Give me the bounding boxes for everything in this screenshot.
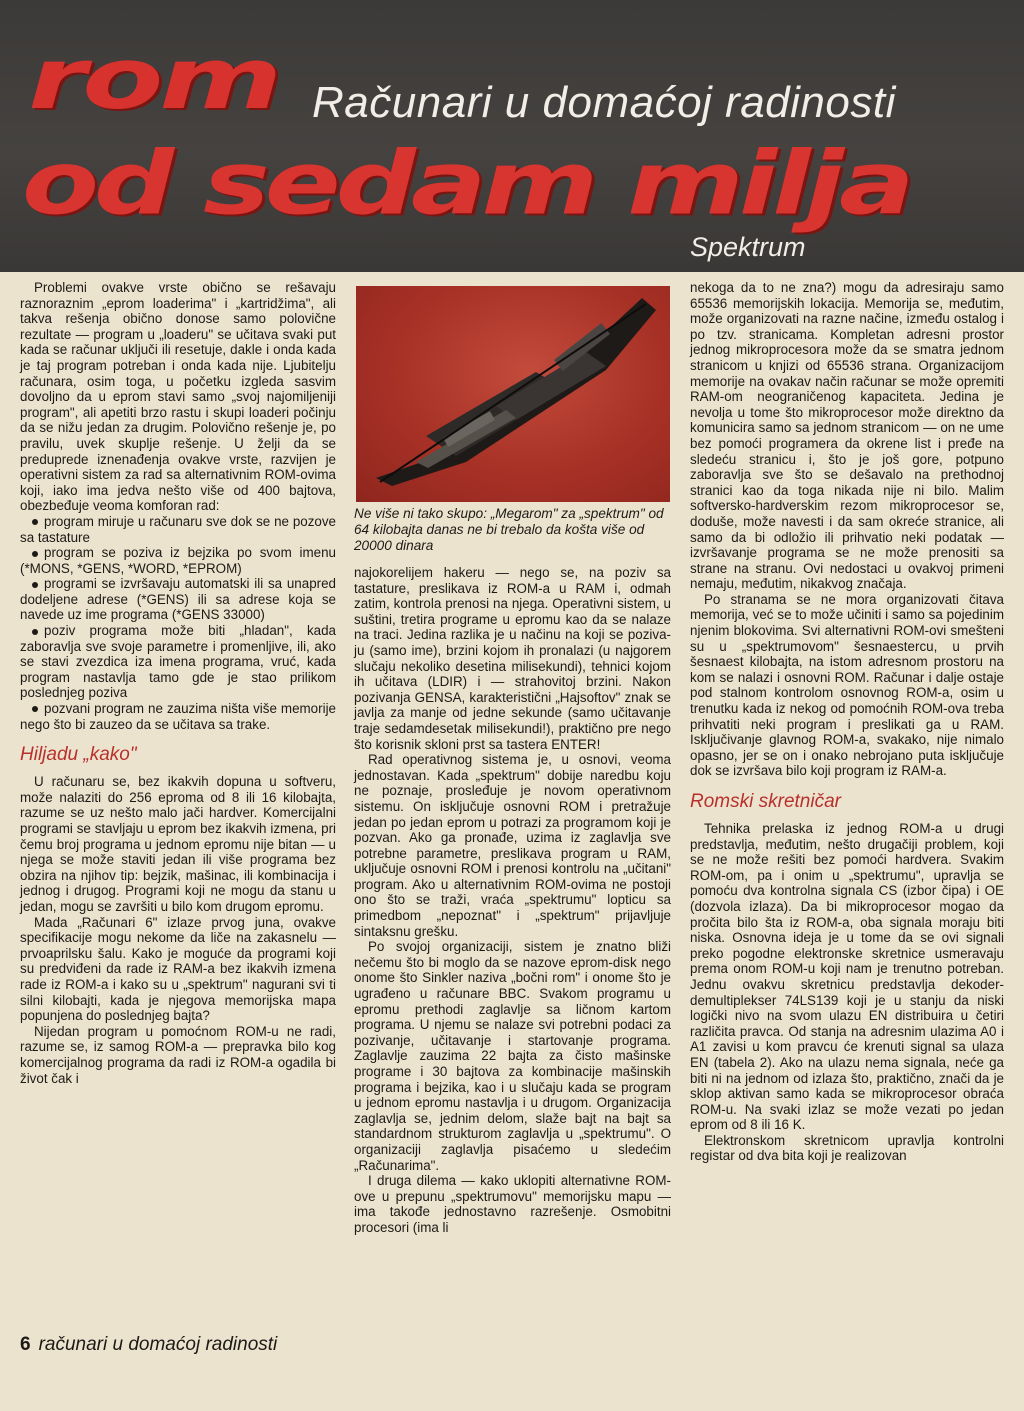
list-item <box>20 701 336 732</box>
megarom-board-image <box>356 286 670 502</box>
paragraph: Rad operativnog sistema je, u osnovi, veoma jednostavan. Kada „spektrum" dobije naredbu koju ne poznaje, prosleđuje je novom operativnom sistemu. On isključuje osnovni ROM i pretražuje jedan po jedan eprom u potrazi za programom koji je pozvan. Ako ga pronađe, uzima iz zaglavlja sve potrebne parametre, preslikava program u RAM, uključuje osnovni ROM i prenosi kontrolu na „učitani" program. Ako u alternativnim ROM-ovima ne postoji ono što se traži, vraća „spektrumu" lopticu sa primedbom „nepoznat" i „spektrum" prijavljuje sintaksnu grešku. <box>354 752 671 939</box>
list-item-text: program se poziva iz bejzika po svom imenu (*MONS, *GENS, *WORD, *EPROM) <box>20 545 336 576</box>
title-banner <box>0 0 1024 272</box>
page-number: 6 <box>20 1334 31 1355</box>
list-item <box>20 623 336 701</box>
subheading: Hiljadu „kako" <box>20 744 137 766</box>
bullet-icon <box>32 519 38 525</box>
paragraph: nekoga da to ne zna?) mogu da adresiraju samo 65536 memorijskih lokacija. Memorija se, međutim, može organizovati na razne načine, između ostalog i po tzv. stranicama. Kompletan adresni prostor jednog mikroprocesora može da se smatra jednom stranicom u knjizi od 65536 strana. Organizacijom memorije na ovakav način računar se može opremiti RAM-om neograničenog kapaciteta. Jedina je nevolja u tome što mikroprocesor može direktno da komunicira samo sa jednom stranicom — on ne ume bez pomoći programera da okrene list i pređe na sledeću stranicu i, što je još gore, potpuno zaboravlja sve što se dešavalo na prethodnoj stranici kao da toga nikada nije ni bilo. Malim softversko-hardverskim rezom mikroprocesor se, doduše, može navesti i da sam okreće stranice, ali samo da bi odložio ili prihvatio neki podatak — izvršavanje programa se ne može prenositi sa strane na stranu. Ovi nedostaci u ovakvoj primeni nemaju, međutim, nikakvog značaja. <box>690 280 1004 592</box>
bullet-icon <box>32 706 38 712</box>
bullet-icon <box>32 551 38 557</box>
list-item-text: programi se izvršavaju automatski ili sa unapred dodeljene adrese (*GENS) ili sa adrese koja se navede uz ime programa (*GENS 33000) <box>20 576 336 623</box>
paragraph: I druga dilema — kako uklopiti alternativne ROM-ove u prepunu „spektrumovu" memorijsku mapu — ima takođe jednostavno razrešenje. Osmobitni procesori (ima li <box>354 1173 671 1235</box>
paragraph: Po stranama se ne mora organizovati čitava memorija, već se to može učiniti i samo sa pojedinim njenim blokovima. Svi alternativni ROM-ovi smešteni su u „spektrumovom" šesnaestercu, u prvih šesnaest kilobajta, na istom adresnom prostoru na kom se nalazi i osnovni ROM. Računar i dalje ostaje pod stalnom kontrolom osnovnog ROM-a, osim u trenutku kada iz nekog od pomoćnih ROM-ova treba prihvatiti neki program i preslikati ga u RAM. Isključivanje glavnog ROM-a, svakako, nije nimalo opasno, jer se on i onako nebrojano puta isključuje dok se izvršava bilo koji program iz RAM-a. <box>690 591 1004 779</box>
bullet-icon <box>32 582 38 588</box>
paragraph: Tehnika prelaska iz jednog ROM-a u drugi predstavlja, međutim, nešto drugačiji problem, koji se ne može rešiti bez pomoći hardvera. Svakim ROM-om, pa i onim u „spektrumu", upravlja se pomoću dva kontrolna signala CS (izbor čipa) i OE (dozvola izlaza). Da bi mikroprocesor mogao da pročita bilo šta iz ROM-a, oba signala moraju biti niska. Osnovna ideja je u tome da se ovi signali preko pogodne elektronske skretnice usmeravaju prema onom ROM-u koji nam je trenutno potreban. Jednu ovakvu skretnicu predstavlja dekoder-demultiplekser 74LS139 koji je u stanju da niski logički nivo na svom ulazu EN distribuira u četiri različita pravca. Od stanja na adresnim ulazima A0 i A1 zavisi u kom pravcu će krenuti signal sa ulaza EN (tabela 2). Ako na ulazu nema signala, neće ga biti ni na jednom od izlaza što, praktično, znači da je sklop aktivan samo kada se mikroprocesor obraća ROM-u. Na svaki izlaz se može vezati po jedan eprom od 8 ili 16 K. <box>690 821 1004 1133</box>
bullet-icon <box>32 629 38 635</box>
list-item <box>20 576 336 623</box>
list-item-text: pozvani program ne zauzima ništa više memorije nego što bi zauzeo da se učitava sa trake. <box>20 701 336 732</box>
column-3 <box>690 280 1004 1164</box>
paragraph: U računaru se, bez ikakvih dopuna u softveru, može nalaziti do 256 eproma od 8 ili 16 kilobajta, razume se uz nešto malo jači hardver. Komercijalni programi se stavljaju u eprom bez ikakvih izmena, pri čemu broj programa u jednom epromu nije bitan — u njega se može staviti jedan ili više programa bez obzira na njihov tip: bejzik, mašinac, ili kombinacija i jednog i drugog. Programi koji ne mogu da stanu u jedan, mogu se završiti u bilo kom drugom epromu. <box>20 774 336 914</box>
column-2 <box>354 565 671 1236</box>
list-item-text: poziv programa može biti „hladan", kada zaboravlja sve svoje parametre i promenljive, ili, ako se stavi zvezdica iza imena programa, vruć, kada program nastavlja tamo gde je stao prilikom poslednjeg poziva <box>20 623 336 701</box>
subheading: Romski skretničar <box>690 791 841 812</box>
article-headline: od sedam milja <box>22 132 910 235</box>
paragraph: najokorelijem hakeru — nego se, na poziv sa tastature, preslikava iz ROM-a u RAM i, odmah zatim, kontrola prenosi na njega. Operativni sistem, u suštini, tretira programe u epromu kao da se nalaze na traci. Jedina razlika je u načinu na koji se poziva-ju (samo ime), brzini kojom ih pronalazi (u najgorem slučaju nekoliko desetina milisekundi), tehnici kojom ih učitava (LDIR) i — strahovitoj brzini. Nakon pozivanja GENSA, karakteristični „Hajsoftov" znak se javlja za manje od jedne sekunde (samo učitavanje traje sedamdesetak milisekundi!), praktično pre nego što korisnik skloni prst sa tastera ENTER! <box>354 565 671 752</box>
photo-caption: Ne više ni tako skupo: „Megarom" za „spektrum" od 64 kilobajta danas ne bi trebalo da košta više od 20000 dinara <box>354 506 664 553</box>
rom-logo: rom <box>28 28 279 129</box>
article-photo <box>356 286 670 502</box>
list-item-text: program miruje u računaru sve dok se ne pozove sa tastature <box>20 513 336 545</box>
paragraph: Problemi ovakve vrste obično se rešavaju raznoraznim „eprom loaderima" i „kartridžima", ali takva rešenja obično donose samo polovične rezultate — program u „loaderu" se učitava svaki put kada se računar uključi ili resetuje, dakle i onda kada je taj program potreban i onda kada nije. Ljubitelju računara, osim toga, u početku izgleda sasvim dovoljno da u eprom stavi samo „svoj najomiljeniji program", ali apetiti brzo rastu i skupi loaderi počinju da se nižu jedan za drugim. Polovično rešenje je, po pravilu, uvek skuplje rešenje. U želji da se preduprede iznenađenja ovakve vrste, razvijen je operativni sistem za rad sa alternativnim ROM-ovima koji, iako ima jedva nešto više od 400 bajtova, obezbeđuje veoma komforan rad: <box>20 280 336 514</box>
paragraph: Po svojoj organizaciji, sistem je znatno bliži nečemu što bi moglo da se nazove eprom-disk nego onome što Sinkler naziva „bočni rom" i onome što je ugrađeno u računare BBC. Svakom programu u epromu prethodi zaglavlje sa ličnom kartom programa. U njemu se nalaze svi potrebni podaci za pozivanje, učitavanje i startovanje programa. Zaglavlje zauzima 22 bajta za čisto mašinske programe i 30 bajtova za kombinacije mašinskih programa i bejzika, kao i u slučaju kada se program u jednom epromu nastavlja i u drugom. Organizacija zaglavlja se, jednim delom, slaže bajt na bajt sa standardnom strukturom zaglavlja u „spektrumu". O organizaciji zaglavlja pisaćemo u sledećim „Računarima". <box>354 939 671 1173</box>
page-footer <box>20 1335 277 1355</box>
column-1 <box>20 280 336 1086</box>
footer-section: računari u domaćoj radinosti <box>38 1334 278 1355</box>
series-title: Računari u domaćoj radinosti <box>312 78 896 127</box>
list-item <box>20 545 336 576</box>
paragraph: Mada „Računari 6" izlaze prvog juna, ovakve specifikacije mogu nekome da liče na zakasnelu — prvoaprilsku šalu. Kako je moguće da programi koji su predviđeni da rade iz RAM-a bez ikakvih izmena rade iz ROM-a i kako su u „spektrum" nagurani svi ti silni kilobajti, kada je njegova memorijska mapa popunjena do poslednjeg bajta? <box>20 914 336 1024</box>
paragraph: Nijedan program u pomoćnom ROM-u ne radi, razume se, iz samog ROM-a — prepravka bilo kog komercijalnog programa da radi iz ROM-a ogadila bi život čak i <box>20 1023 336 1086</box>
article-subject: Spektrum <box>690 232 806 262</box>
paragraph: Elektronskom skretnicom upravlja kontrolni registar od dva bita koji je realizovan <box>690 1132 1004 1164</box>
list-item <box>20 514 336 545</box>
